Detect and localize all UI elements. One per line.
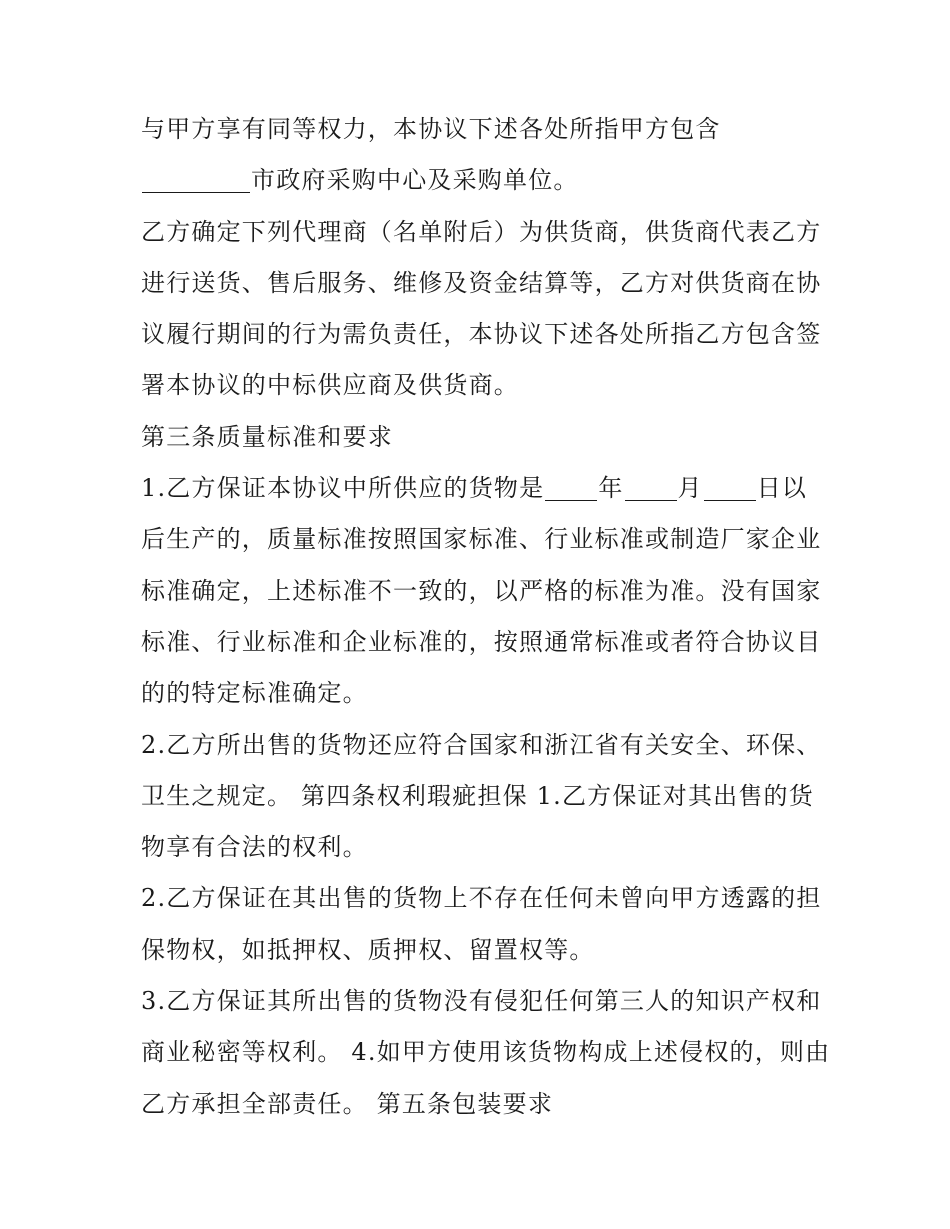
fill-in-blank-month xyxy=(625,476,677,501)
line-text: 署本协议的中标供应商及供货商。 xyxy=(141,371,519,400)
line-text: 物享有合法的权利。 xyxy=(141,833,368,862)
line-text: 卫生之规定。 第四条权利瑕疵担保 1.乙方保证对其出售的货 xyxy=(141,781,814,810)
text-line xyxy=(141,873,821,924)
fill-in-blank xyxy=(142,168,250,193)
text-line xyxy=(141,104,821,155)
text-line xyxy=(141,976,821,1027)
line-text: 进行送货、售后服务、维修及资金结算等，乙方对供货商在协 xyxy=(141,268,822,297)
fill-in-blank-day xyxy=(704,476,756,501)
line-text: 商业秘密等权利。 4.如甲方使用该货物构成上述侵权的，则由 xyxy=(141,1038,831,1067)
line-text: 月 xyxy=(677,474,703,503)
text-line xyxy=(141,566,821,617)
line-text: 乙方承担全部责任。 第五条包装要求 xyxy=(141,1089,554,1118)
text-line xyxy=(141,309,821,360)
text-line xyxy=(141,925,821,976)
section-heading xyxy=(141,412,821,463)
line-text: 后生产的，质量标准按照国家标准、行业标准或制造厂家企业 xyxy=(141,525,822,554)
text-line xyxy=(141,514,821,565)
line-text: 3.乙方保证其所出售的货物没有侵犯任何第三人的知识产权和 xyxy=(141,987,822,1016)
text-line xyxy=(141,258,821,309)
text-line xyxy=(141,463,821,514)
line-text: 乙方确定下列代理商（名单附后）为供货商，供货商代表乙方 xyxy=(141,217,822,246)
document-body xyxy=(141,104,831,1130)
line-text: 与甲方享有同等权力，本协议下述各处所指甲方包含 xyxy=(141,115,721,143)
line-text: 议履行期间的行为需负责任，本协议下述各处所指乙方包含签 xyxy=(141,320,822,349)
text-line xyxy=(141,360,821,411)
text-line xyxy=(141,1027,831,1078)
text-line xyxy=(141,1079,821,1130)
line-text: 的的特定标准确定。 xyxy=(141,679,368,708)
line-text: 年 xyxy=(598,474,624,503)
text-line xyxy=(141,720,821,771)
line-text: 第三条质量标准和要求 xyxy=(141,422,393,451)
fill-in-blank-year xyxy=(545,476,597,501)
text-line xyxy=(141,771,821,822)
line-text: 保物权，如抵押权、质押权、留置权等。 xyxy=(141,935,595,964)
text-line xyxy=(141,822,821,873)
line-text: 市政府采购中心及采购单位。 xyxy=(251,166,579,195)
line-text: 2.乙方保证在其出售的货物上不存在任何未曾向甲方透露的担 xyxy=(141,884,822,913)
text-line xyxy=(141,155,821,206)
text-line xyxy=(141,617,821,668)
line-text: 1.乙方保证本协议中所供应的货物是 xyxy=(141,474,545,503)
line-text: 标准、行业标准和企业标准的，按照通常标准或者符合协议目 xyxy=(141,627,822,656)
text-line xyxy=(141,668,821,719)
line-text: 标准确定，上述标准不一致的，以严格的标准为准。没有国家 xyxy=(141,576,822,605)
text-line xyxy=(141,207,821,258)
line-text: 2.乙方所出售的货物还应符合国家和浙江省有关安全、环保、 xyxy=(141,730,822,759)
line-text: 日以 xyxy=(756,474,808,503)
